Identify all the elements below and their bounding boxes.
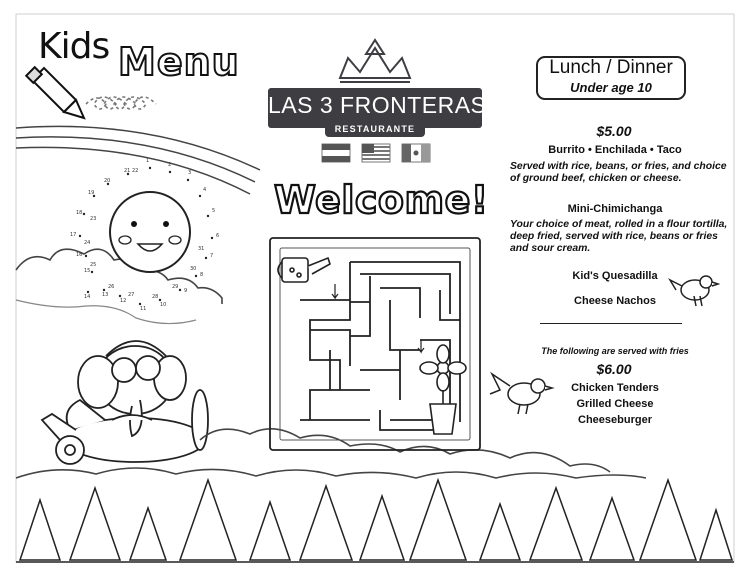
- dot-number: 24: [84, 240, 91, 246]
- dot-number: 7: [210, 253, 214, 259]
- dot-number: 19: [88, 190, 95, 196]
- menu-item-cheeseburger: Cheeseburger: [578, 414, 652, 426]
- dot-number: 12: [120, 298, 127, 304]
- dot-number: 26: [108, 284, 115, 290]
- dot-number: 10: [160, 302, 167, 308]
- menu-title: Menu: [118, 40, 240, 84]
- dot-number: 22: [132, 168, 139, 174]
- watering-can-icon: [278, 258, 330, 282]
- fries-note: The following are served with fries: [541, 346, 689, 356]
- dot-number: 21: [124, 168, 131, 174]
- menu-item-chimichanga-description: Your choice of meat, rolled in a flour tortilla, deep fried, served with rice, beans or fries and sour cream.: [510, 219, 728, 254]
- price-six-dollars: $6.00: [596, 361, 632, 377]
- rainbow-lines: [16, 126, 260, 194]
- dot-number: 1: [146, 158, 150, 164]
- mexico-flag-icon: [402, 144, 430, 162]
- dot-number: 25: [90, 262, 97, 268]
- menu-item-combo-description: Served with rice, beans, or fries, and choice of ground beef, chicken or cheese.: [510, 161, 727, 184]
- dot-number: 4: [203, 187, 207, 193]
- dot-number: 31: [198, 246, 205, 252]
- dot-number: 16: [76, 252, 83, 258]
- dot-number: 11: [140, 306, 147, 312]
- elephant-airplane-icon: [42, 341, 208, 464]
- age-limit-label: Under age 10: [570, 80, 652, 95]
- menu-item-quesadilla: Kid's Quesadilla: [572, 270, 658, 282]
- dot-number: 20: [104, 178, 111, 184]
- restaurante-label: RESTAURANTE: [334, 124, 416, 134]
- dot-number: 15: [84, 268, 91, 274]
- lunch-dinner-title: Lunch / Dinner: [549, 57, 673, 78]
- loop-scribble: [86, 97, 156, 109]
- menu-divider: [540, 323, 682, 324]
- dot-number: 28: [152, 294, 159, 300]
- dot-number: 13: [102, 292, 109, 298]
- pine-trees: [20, 480, 732, 560]
- dot-number: 17: [70, 232, 77, 238]
- welcome-heading: Welcome!: [274, 178, 489, 222]
- dot-number: 14: [84, 294, 91, 300]
- menu-item-grilled-cheese: Grilled Cheese: [576, 398, 654, 410]
- menu-item-combo: Burrito • Enchilada • Taco: [548, 144, 682, 156]
- brand-name: LAS 3 FRONTERAS: [268, 92, 487, 118]
- dot-number: 2: [168, 162, 172, 168]
- usa-flag-icon: [362, 144, 390, 162]
- dot-number: 5: [212, 208, 216, 214]
- menu-item-mini-chimichanga: Mini-Chimichanga: [567, 203, 663, 215]
- pencil-icon: [26, 67, 84, 118]
- dot-number: 30: [190, 266, 197, 272]
- dot-number: 6: [216, 233, 220, 239]
- dot-number: 9: [184, 288, 188, 294]
- price-five-dollars: $5.00: [596, 123, 632, 139]
- dot-number: 8: [200, 272, 204, 278]
- el-salvador-flag-icon: [322, 144, 350, 162]
- sun-icon: [110, 192, 190, 272]
- crown-icon: [340, 40, 410, 82]
- menu-item-cheese-nachos: Cheese Nachos: [574, 295, 656, 307]
- dot-number: 3: [188, 170, 192, 176]
- dot-number: 27: [128, 292, 135, 298]
- dot-number: 18: [76, 210, 83, 216]
- kids-title: Kids: [38, 26, 110, 67]
- dot-number: 29: [172, 284, 179, 290]
- dot-number: 23: [90, 216, 97, 222]
- menu-item-chicken-tenders: Chicken Tenders: [571, 382, 659, 394]
